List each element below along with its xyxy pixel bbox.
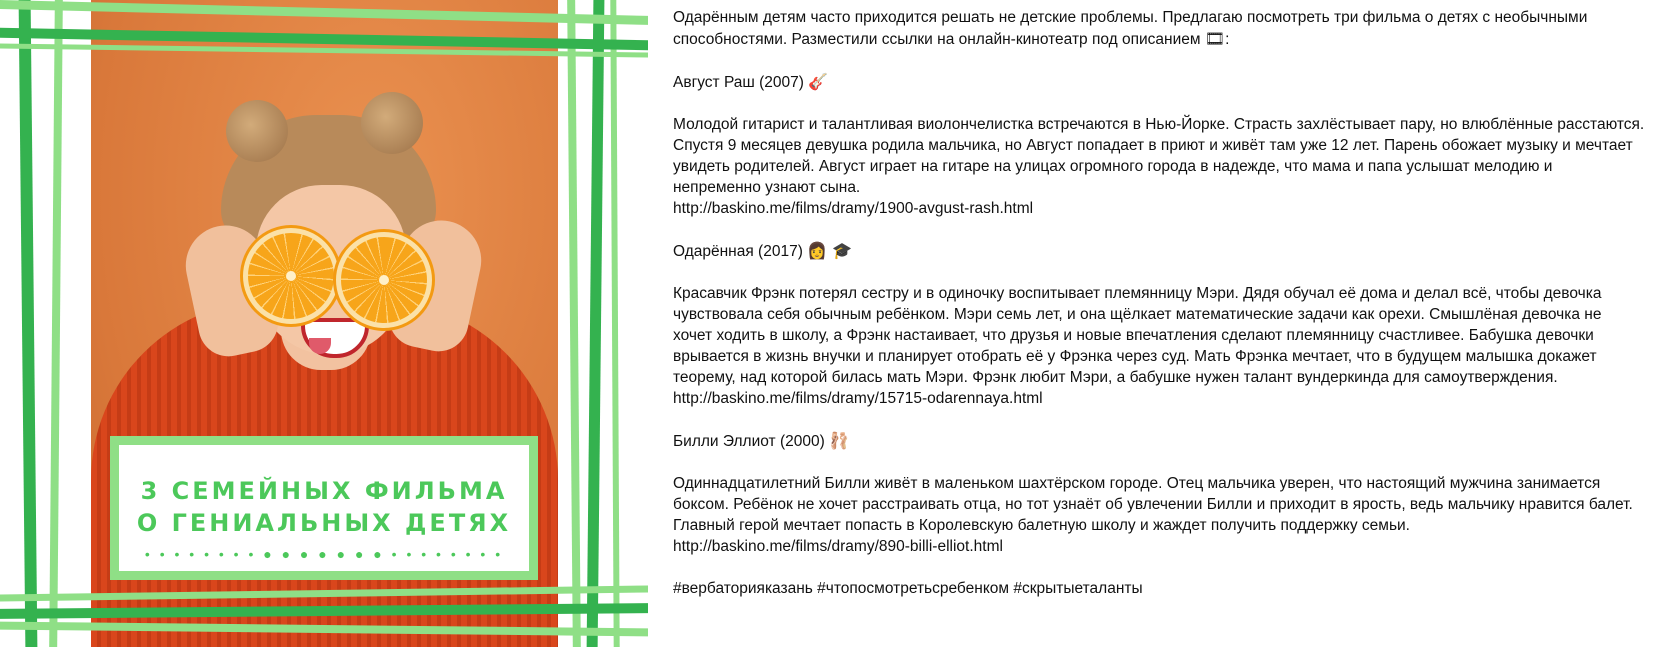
description-line: Красавчик Фрэнк потерял сестру и в одиночку воспитывает племянницу Мэри. Дядя обучал её дома и делал всё, чтобы девочка [673,285,1602,302]
orange-slice-left [243,228,339,324]
poster-title-line-2: О ГЕНИАЛЬНЫХ ДЕТЯХ [136,509,512,537]
film-description [673,473,1673,557]
description-line: Одиннадцатилетний Билли живёт в маленьком шахтёрском городе. Отец мальчика уверен, что настоящий мужчина занимается [673,475,1601,492]
hair-bun-right [361,92,423,154]
film-title-text: Билли Эллиот (2000) [673,433,825,450]
film-title-text: Одарённая (2017) [673,243,803,260]
decorative-dots: • • • • • • • • ● ● ● ● ● ● ● • • • • • • • • [144,546,504,562]
guitar-icon: 🎸 [808,72,829,91]
film-link[interactable]: http://baskino.me/films/dramy/15715-odarennaya.html [673,390,1043,407]
poster-image [0,0,648,647]
description-line: теорему, над которой билась мать Мэри. Фрэнк любит Мэри, а бабушке нужен талант вундеркинда для самоутверждения. [673,369,1558,386]
description-line: увидеть родителей. Август играет на гитаре на улицах огромного города в надежде, что мама и папа услышат мелодию и [673,158,1553,175]
frame-stripe [610,0,620,647]
hashtags[interactable]: #вербаторияказань #чтопосмотретьсребенком #скрытыеталанты [673,580,1143,597]
dancer-icon: 🩰 [829,431,849,450]
film-title [673,240,1673,262]
frame-stripe [586,0,604,647]
description-line: непременно узнают сына. [673,179,861,196]
description-line: Спустя 9 месяцев девушка родила мальчика, но Август попадает в приют и живёт там уже 12 лет. Парень обожает музыку и мечтает [673,137,1633,154]
post-text [673,7,1673,620]
film-frames-icon: 🎞 [1204,29,1226,48]
film-description [673,283,1673,409]
film-title [673,71,1673,93]
description-line: Молодой гитарист и талантливая виолончелистка встречаются в Нью-Йорке. Страсть захлёстывает пару, но влюблённые расстаются. [673,116,1645,133]
film-description [673,114,1673,219]
film-link[interactable]: http://baskino.me/films/dramy/890-billi-elliot.html [673,538,1003,555]
film-title [673,430,1673,452]
description-line: чувствовала себя обычным ребёнком. Мэри семь лет, и она щёлкает математические задачи как орехи. Смышлёная девочка не [673,306,1602,323]
description-line: врывается в жизнь внучки и планирует отобрать её у Фрэнка через суд. Мать Фрэнка мечтает, что в будущем малышка докажет [673,348,1597,365]
intro-line-text: способностями. Разместили ссылки на онлайн-кинотеатр под описанием [673,31,1201,48]
girl-and-graduation-cap-icon: 👩 🎓 [807,241,853,260]
poster-title-inner [119,445,529,571]
film-title-text: Август Раш (2007) [673,74,804,91]
orange-slice-right [336,232,432,328]
intro-paragraph [673,7,1673,50]
description-line: хочет ходить в школу, а Фрэнк настаивает, что друзья и новые впечатления сделают племянницу счастливее. Бабушка девочки [673,327,1594,344]
intro-line: Одарённым детям часто приходится решать не детские проблемы. Предлагаю посмотреть три фильма о детях с необычными [673,9,1588,26]
poster-title-card [110,436,538,580]
frame-stripe [567,0,581,647]
hair-bun-left [226,100,288,162]
poster-title-line-1: 3 СЕМЕЙНЫХ ФИЛЬМА [140,477,508,505]
frame-stripe [49,0,63,647]
description-line: Главный герой мечтает попасть в Королевскую балетную школу и жаждет получить поддержку семьи. [673,517,1410,534]
intro-line: способностями. Разместили ссылки на онлайн-кинотеатр под описанием 🎞: [673,29,1230,48]
frame-stripe [18,0,37,647]
film-link[interactable]: http://baskino.me/films/dramy/1900-avgust-rash.html [673,200,1034,217]
description-line: боксом. Ребёнок не хочет расстраивать отца, но тот узнаёт об увлечении Билли и приходит в ярость, ведь мальчику нравится балет. [673,496,1633,513]
